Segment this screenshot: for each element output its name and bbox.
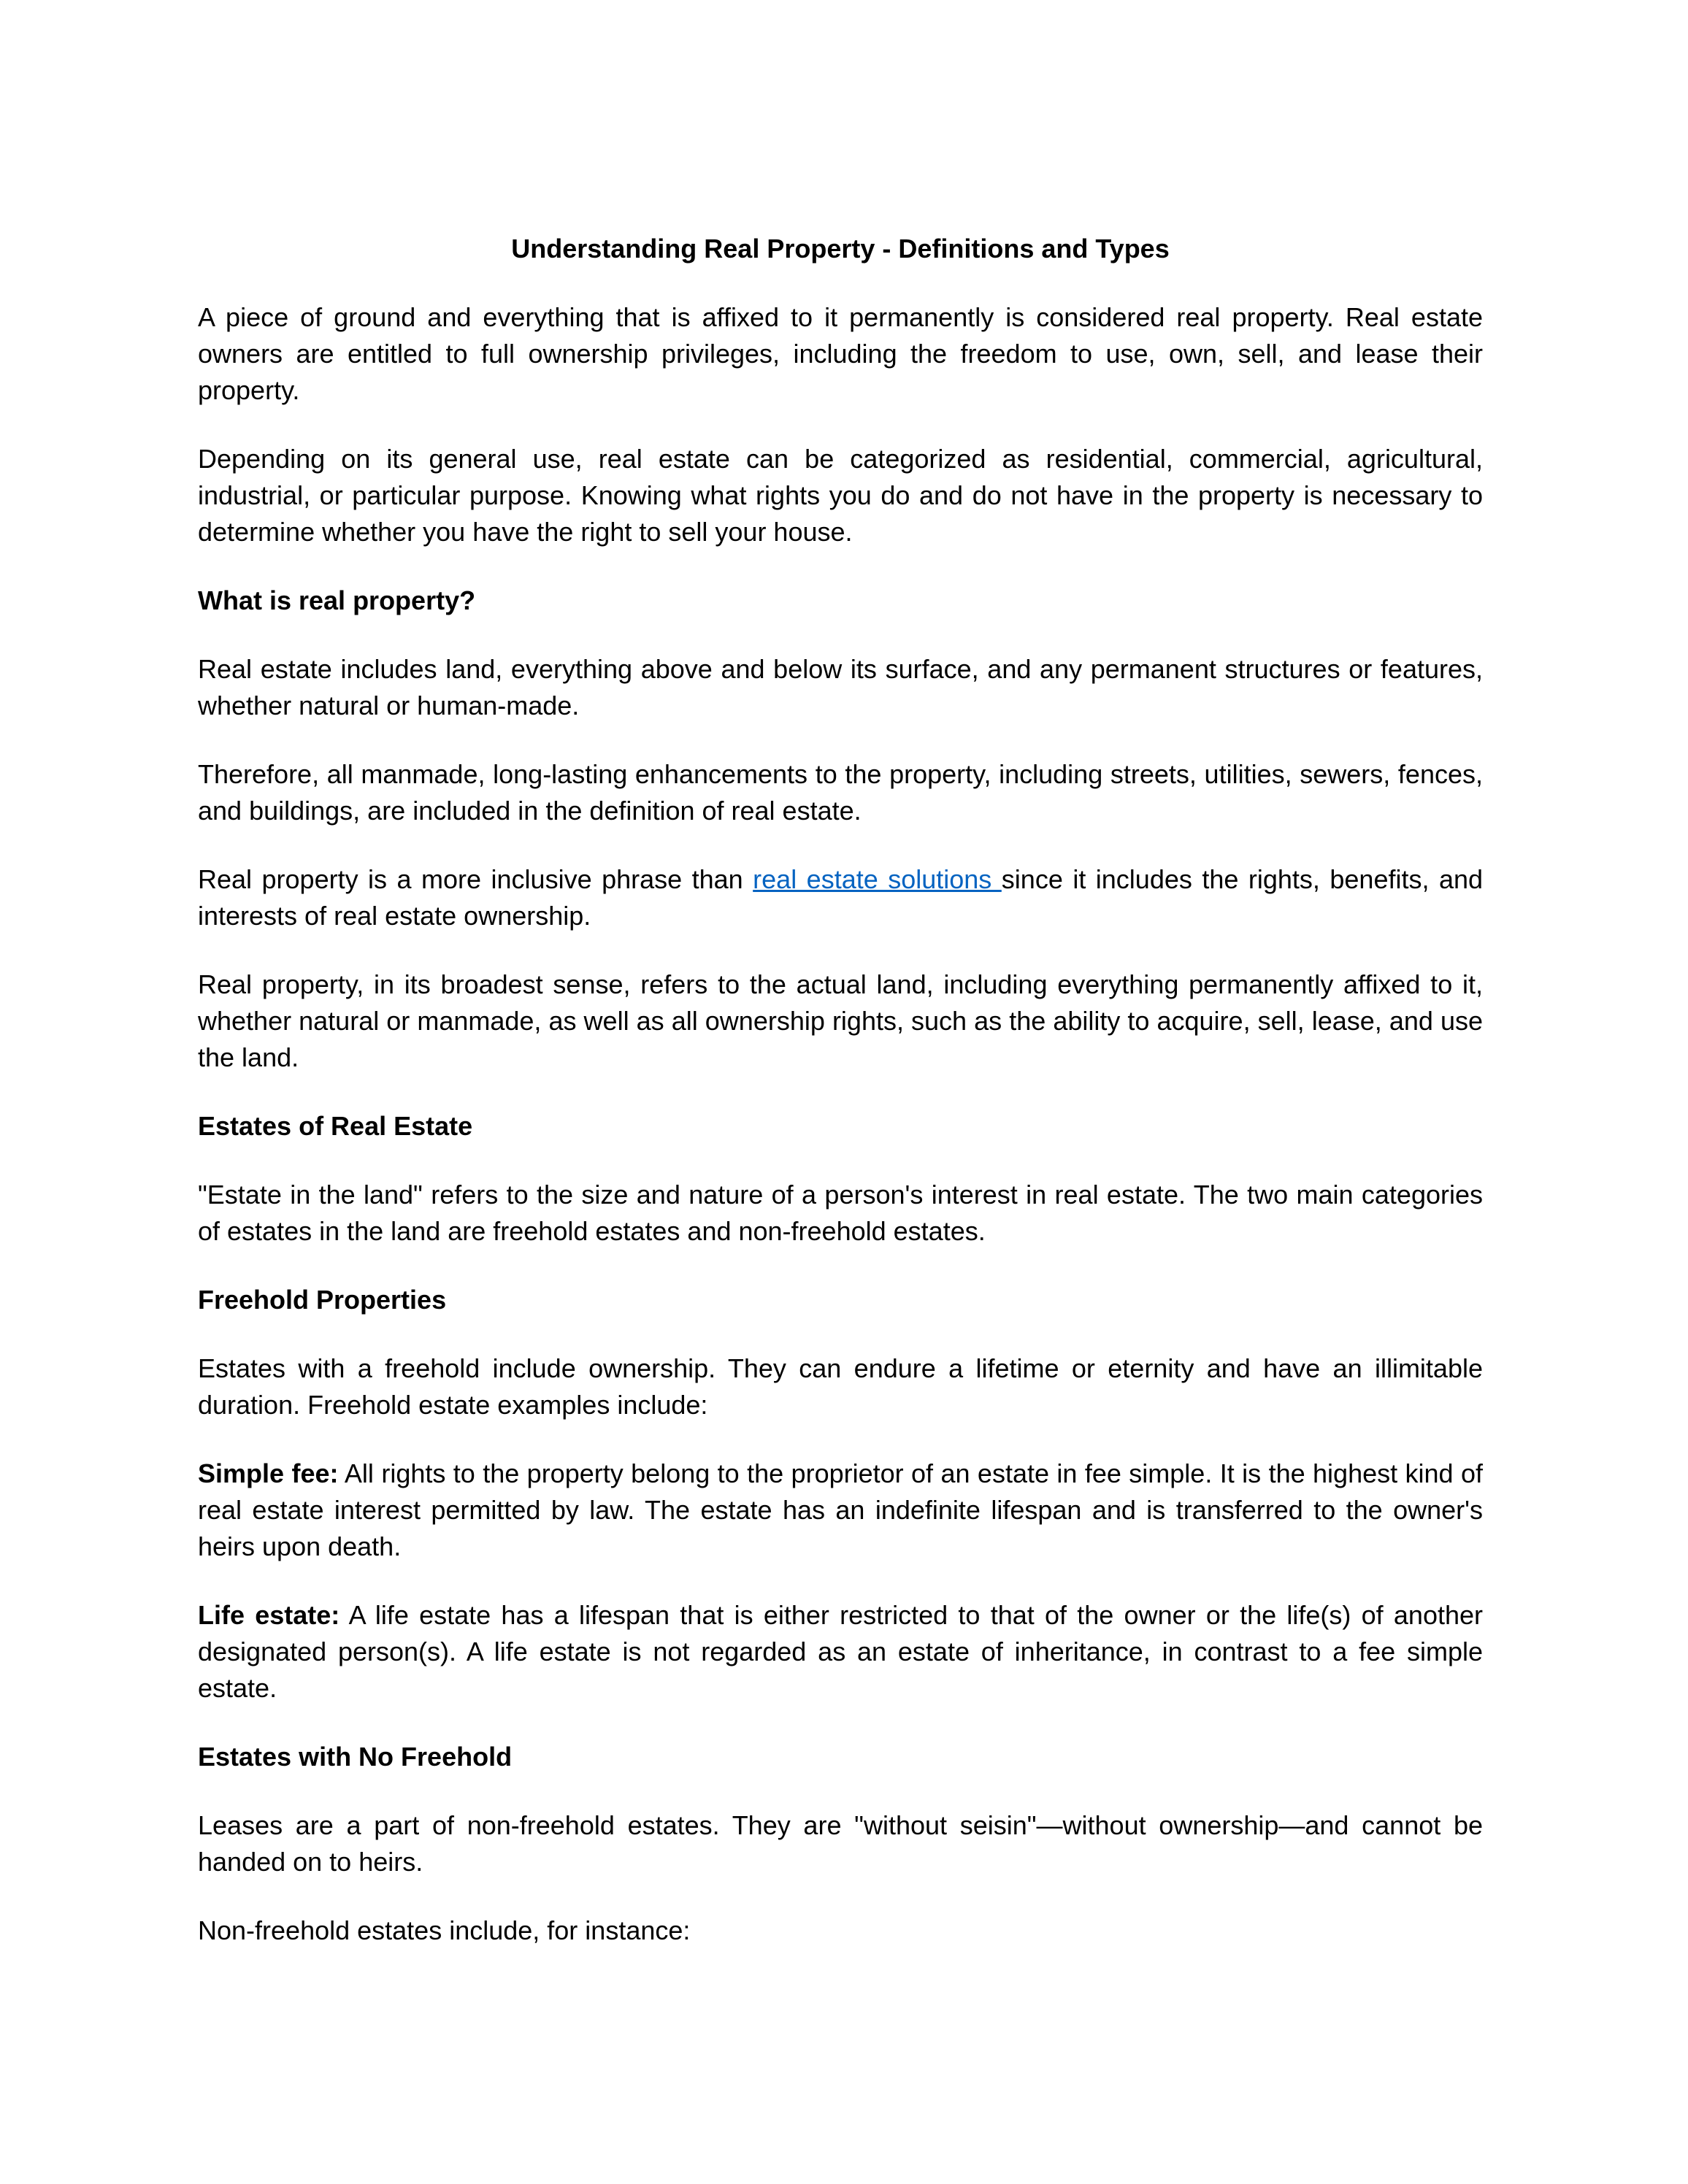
heading-what-is-real-property: What is real property? <box>198 585 476 615</box>
intro-paragraph-1: A piece of ground and everything that is affixed to it permanently is considered real property. Real estate owners are entitled to full ownership privileges, including the freedom to use, own, sell, and lease their property. <box>198 302 1483 405</box>
what-paragraph-3-after: since it includes the rights, benefits, and interests of real estate ownership. <box>198 864 1484 931</box>
life-estate-text: A life estate has a lifespan that is either restricted to that of the owner or the life(s) of another designated person(s). A life estate is not regarded as an estate of inheritance, in contrast to a fee simple estate. <box>198 1600 1483 1703</box>
what-paragraph-4: Real property, in its broadest sense, refers to the actual land, including everything permanently affixed to it, whether natural or manmade, as well as all ownership rights, such as the ability to acquire, sell, lease, and use the land. <box>198 969 1483 1072</box>
what-paragraph-1: Real estate includes land, everything above and below its surface, and any permanent structures or features, whether natural or human-made. <box>198 654 1483 720</box>
nonfreehold-paragraph-1: Leases are a part of non-freehold estates. They are "without seisin"—without ownership—and cannot be handed on to heirs. <box>198 1810 1483 1877</box>
life-estate-paragraph <box>198 1597 1483 1707</box>
estates-paragraph-1: "Estate in the land" refers to the size and nature of a person's interest in real estate. The two main categories of estates in the land are freehold estates and non-freehold estates. <box>198 1180 1483 1246</box>
simple-fee-text: All rights to the property belong to the proprietor of an estate in fee simple. It is the highest kind of real estate interest permitted by law. The estate has an indefinite lifespan and is transferred to the owner's heirs upon death. <box>198 1458 1484 1561</box>
heading-estates-of-real-estate: Estates of Real Estate <box>198 1111 473 1141</box>
life-estate-label: Life estate: <box>198 1600 340 1630</box>
simple-fee-label: Simple fee: <box>198 1458 339 1488</box>
freehold-paragraph-1: Estates with a freehold include ownership. They can endure a lifetime or eternity and have an illimitable duration. Freehold estate examples include: <box>198 1353 1483 1420</box>
what-paragraph-3 <box>198 861 1483 934</box>
heading-freehold-properties: Freehold Properties <box>198 1285 447 1315</box>
simple-fee-paragraph <box>198 1456 1483 1565</box>
nonfreehold-paragraph-2: Non-freehold estates include, for instance: <box>198 1915 691 1945</box>
intro-paragraph-2: Depending on its general use, real estate can be categorized as residential, commercial, agricultural, industrial, or particular purpose. Knowing what rights you do and do not have in the property is necessary to determine whether you have the right to sell your house. <box>198 444 1483 547</box>
what-paragraph-2: Therefore, all manmade, long-lasting enhancements to the property, including streets, utilities, sewers, fences, and buildings, are included in the definition of real estate. <box>198 759 1483 826</box>
what-paragraph-3-before: Real property is a more inclusive phrase than <box>198 864 753 894</box>
heading-estates-with-no-freehold: Estates with No Freehold <box>198 1742 513 1772</box>
real-estate-solutions-link[interactable]: real estate solutions <box>753 864 1002 894</box>
document-title: Understanding Real Property - Definitions and Types <box>511 234 1170 264</box>
document-body <box>198 231 1483 1981</box>
